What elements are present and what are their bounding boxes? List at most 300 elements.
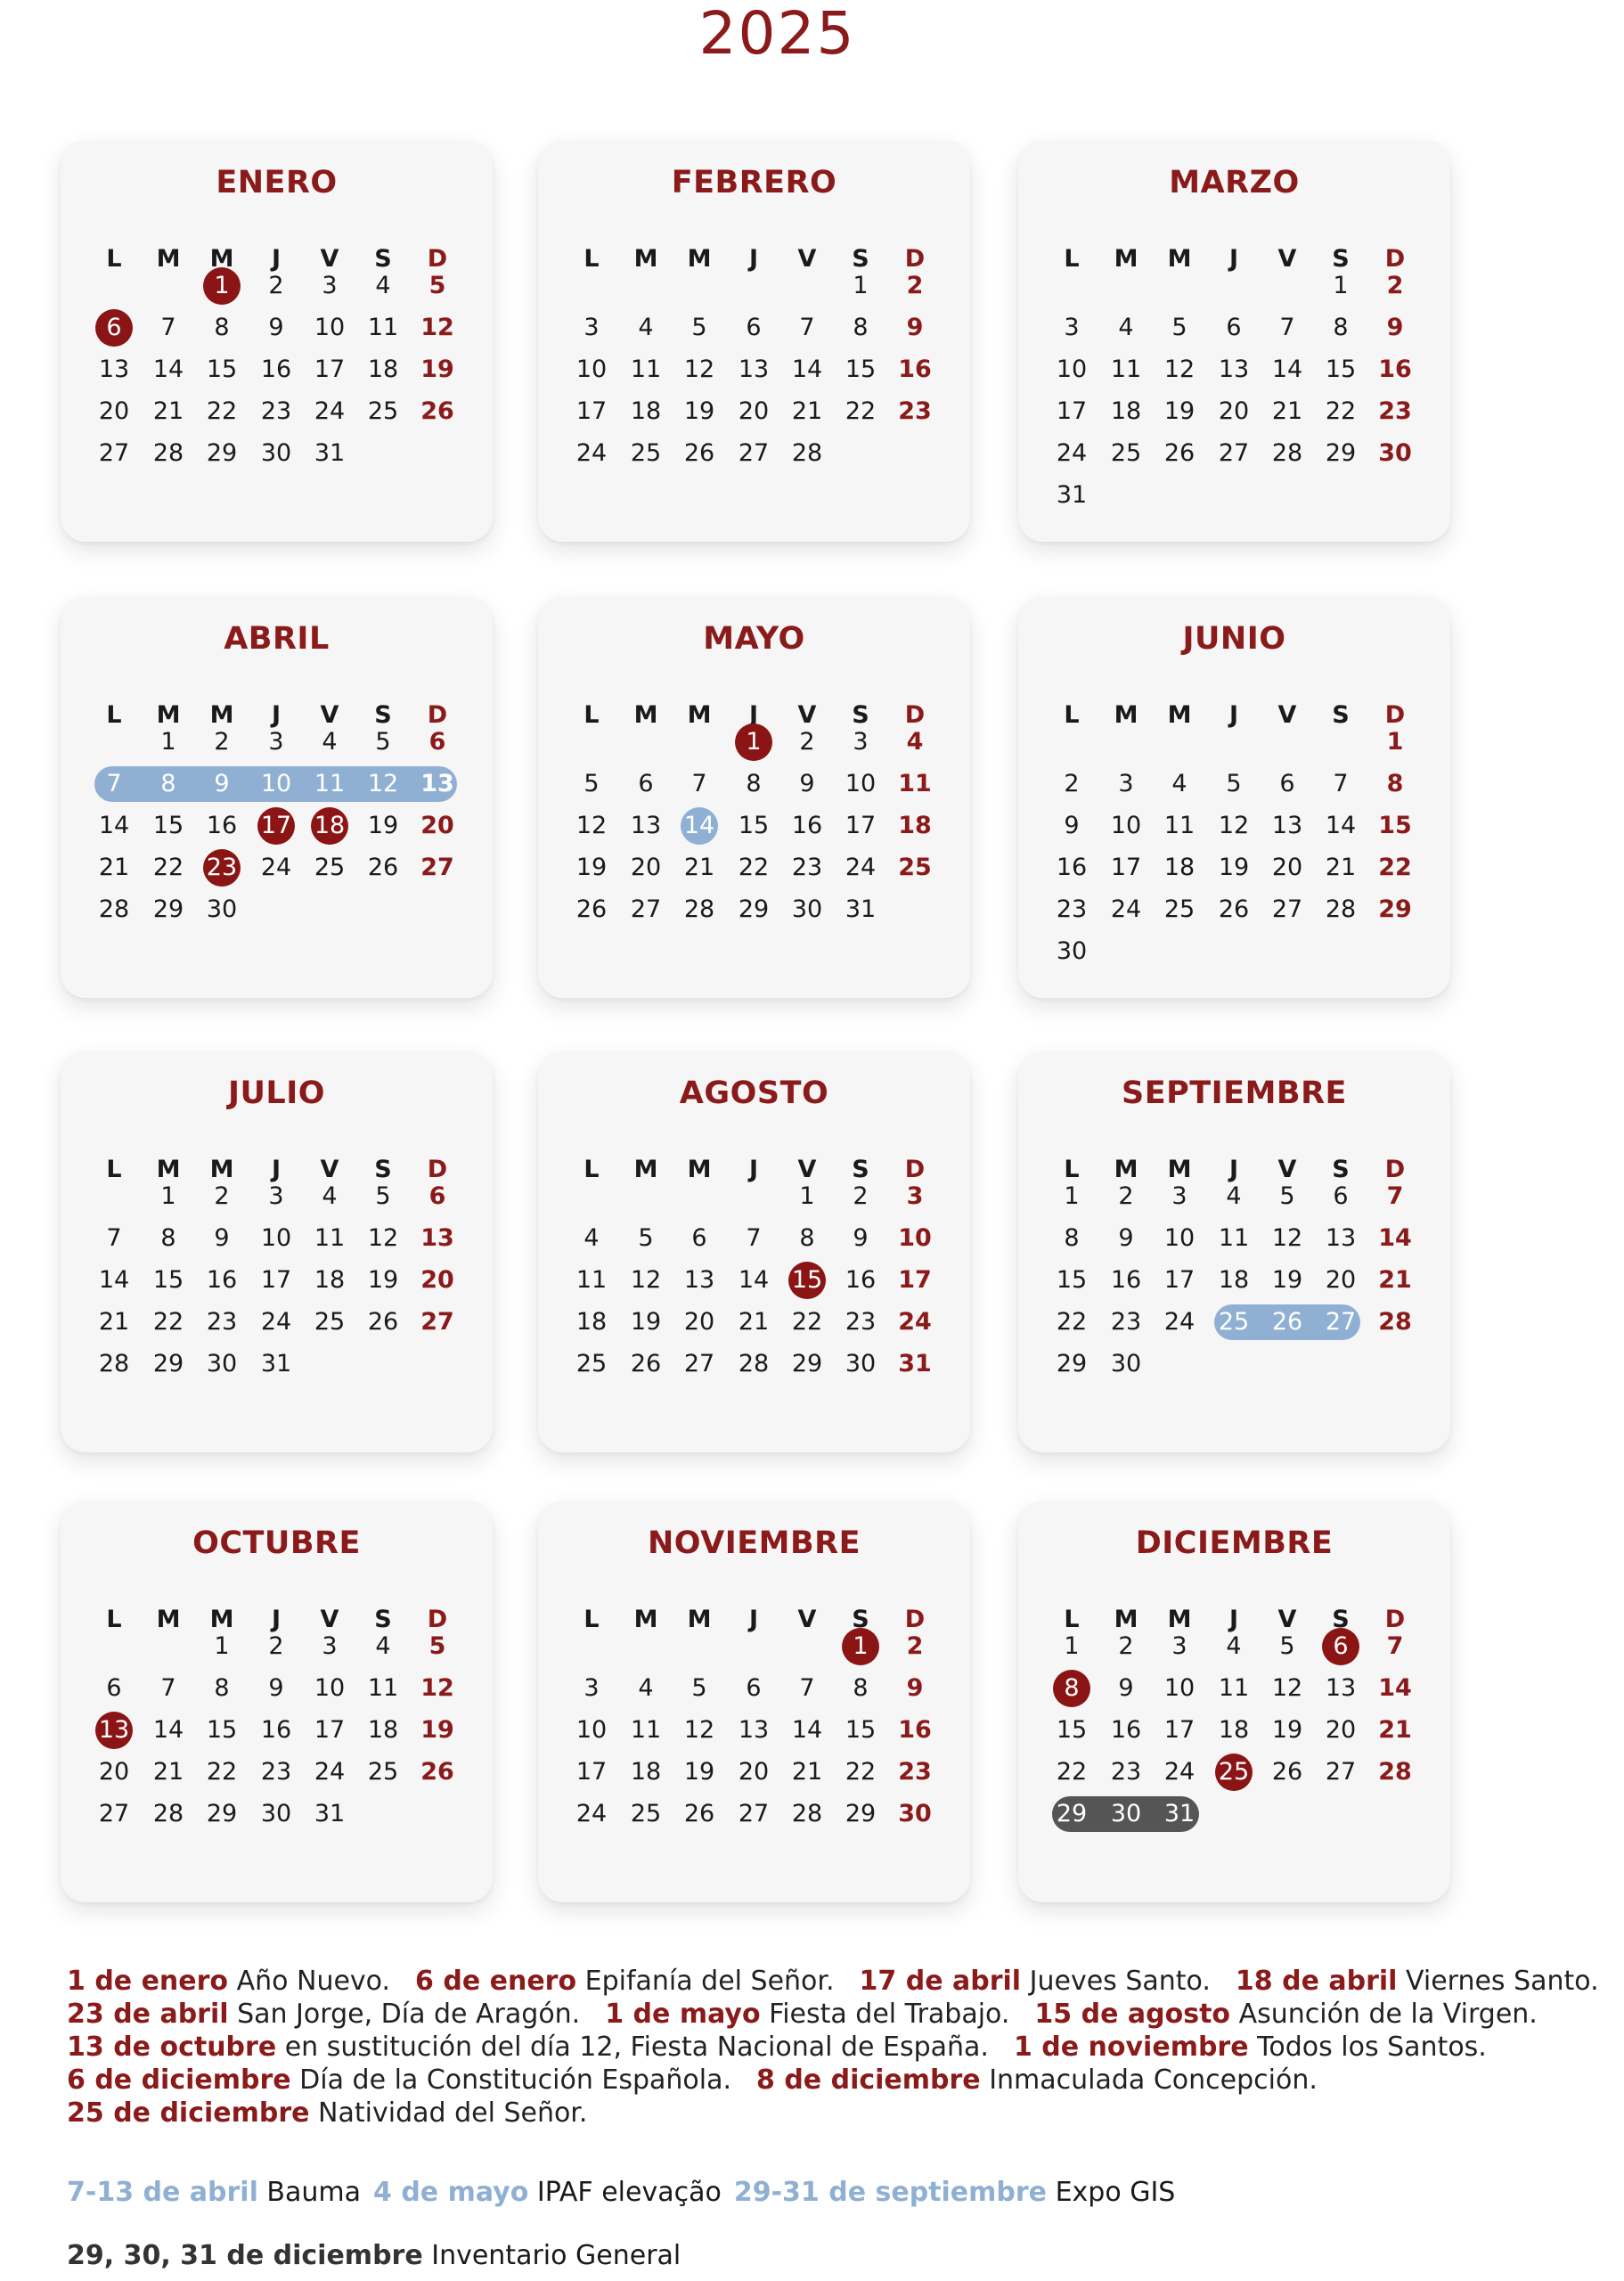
day-cell: 1 <box>1333 272 1349 299</box>
day-cell: 31 <box>1056 481 1088 509</box>
weekday-header: J <box>748 1606 759 1633</box>
legend-item <box>1236 1966 1599 1997</box>
day-cell: 30 <box>206 895 238 923</box>
day-cell: 8 <box>1064 1224 1080 1252</box>
weekday-header: S <box>852 245 869 273</box>
day-cell: 11 <box>575 1266 608 1294</box>
day-cell: 30 <box>1110 1350 1142 1378</box>
day-cell: 10 <box>260 770 292 797</box>
day-cell: 17 <box>249 808 303 844</box>
day-cell: 3 <box>1171 1182 1187 1210</box>
day-cell: 12 <box>1218 812 1250 839</box>
day-cell: 5 <box>375 1182 391 1210</box>
month-card-agosto <box>538 1051 970 1452</box>
day-cell: 17 <box>575 397 608 425</box>
day-cell: 23 <box>260 1758 292 1786</box>
day-cell: 30 <box>206 1350 238 1378</box>
day-cell: 17 <box>314 1716 346 1744</box>
legend-text: Inmaculada Concepción. <box>980 2064 1318 2096</box>
day-cell: 2 <box>906 1632 924 1660</box>
day-cell: 2 <box>1118 1632 1134 1660</box>
day-cell: 18 <box>630 1758 662 1786</box>
day-cell: 26 <box>1218 895 1250 923</box>
day-cell: 12 <box>420 314 454 341</box>
day-cell: 27 <box>1218 439 1250 467</box>
day-cell: 14 <box>1325 812 1357 839</box>
day-cell: 25 <box>1110 439 1142 467</box>
day-cell: 26 <box>1271 1308 1303 1336</box>
day-cell: 8 <box>746 770 762 797</box>
legend-item <box>1034 1999 1537 2030</box>
weekday-header: J <box>1228 701 1239 729</box>
day-cell: 19 <box>420 356 454 383</box>
day-cell: 9 <box>1118 1224 1134 1252</box>
day-cell: 27 <box>98 439 130 467</box>
weekday-header: S <box>1332 1156 1350 1183</box>
day-cell: 21 <box>1271 397 1303 425</box>
day-cell: 23 <box>1378 397 1412 425</box>
day-cell: 17 <box>898 1266 932 1294</box>
weekday-header: S <box>852 1606 869 1633</box>
weekday-header: J <box>748 1156 759 1183</box>
day-cell: 10 <box>314 314 346 341</box>
day-cell: 13 <box>683 1266 715 1294</box>
day-cell: 1 <box>727 724 780 760</box>
weekday-header: L <box>583 701 600 729</box>
month-card-enero <box>61 141 493 542</box>
weekday-header: J <box>1228 1156 1239 1183</box>
day-cell: 20 <box>1218 397 1250 425</box>
day-cell: 25 <box>367 397 399 425</box>
day-cell: 2 <box>853 1182 869 1210</box>
inventory-date: 29, 30, 31 de diciembre <box>67 2240 423 2271</box>
day-cell: 9 <box>268 314 284 341</box>
day-cell: 4 <box>638 1674 654 1702</box>
day-cell: 15 <box>738 812 770 839</box>
day-cell: 27 <box>738 439 770 467</box>
day-cell: 7 <box>1279 314 1295 341</box>
weekday-header: V <box>320 701 339 729</box>
day-cell: 19 <box>683 1758 715 1786</box>
day-cell: 28 <box>98 1350 130 1378</box>
legend-date: 1 de mayo <box>605 1999 761 2030</box>
day-cell: 16 <box>206 1266 238 1294</box>
day-cell: 13 <box>420 1224 454 1252</box>
day-cell: 3 <box>583 1674 600 1702</box>
day-cell: 30 <box>898 1800 932 1827</box>
day-cell: 30 <box>1378 439 1412 467</box>
day-cell: 22 <box>1378 854 1412 881</box>
day-cell: 25 <box>630 1800 662 1827</box>
month-title: ENERO <box>216 165 338 200</box>
day-cell: 22 <box>791 1308 823 1336</box>
day-cell: 18 <box>1218 1716 1250 1744</box>
day-cell: 16 <box>206 812 238 839</box>
weekday-header: M <box>1167 1606 1192 1633</box>
event-date: 4 de mayo <box>373 2177 529 2208</box>
legend-date: 23 de abril <box>67 1999 229 2030</box>
day-cell: 12 <box>683 356 715 383</box>
day-cell: 26 <box>420 397 454 425</box>
month-title: ABRIL <box>224 621 330 657</box>
day-cell: 5 <box>1279 1182 1295 1210</box>
day-cell: 9 <box>853 1224 869 1252</box>
day-cell: 3 <box>1064 314 1080 341</box>
day-cell: 15 <box>206 1716 238 1744</box>
weekday-header: D <box>904 1156 926 1183</box>
day-cell: 5 <box>428 272 446 299</box>
day-cell: 23 <box>260 397 292 425</box>
day-cell: 7 <box>799 314 815 341</box>
day-cell: 23 <box>898 1758 932 1786</box>
day-cell: 22 <box>206 1758 238 1786</box>
day-cell: 20 <box>683 1308 715 1336</box>
weekday-header: S <box>852 1156 869 1183</box>
legend-text: Año Nuevo. <box>228 1966 391 1997</box>
day-cell: 12 <box>367 1224 399 1252</box>
day-cell: 14 <box>98 812 130 839</box>
day-cell: 2 <box>1118 1182 1134 1210</box>
day-cell: 4 <box>1171 770 1187 797</box>
day-cell: 28 <box>791 439 823 467</box>
weekday-header: M <box>156 1156 181 1183</box>
day-cell: 28 <box>1325 895 1357 923</box>
weekday-header: M <box>209 245 234 273</box>
holiday-legend <box>67 1965 1599 2130</box>
day-cell: 25 <box>1163 895 1196 923</box>
day-cell: 6 <box>428 1182 446 1210</box>
day-cell: 3 <box>1171 1632 1187 1660</box>
day-cell: 14 <box>1271 356 1303 383</box>
day-cell: 26 <box>575 895 608 923</box>
day-cell: 2 <box>214 728 230 756</box>
day-cell: 3 <box>322 1632 338 1660</box>
day-cell: 24 <box>260 854 292 881</box>
day-cell: 26 <box>1163 439 1196 467</box>
legend-text: Viernes Santo. <box>1397 1966 1599 1997</box>
day-cell: 13 <box>738 356 770 383</box>
day-cell: 18 <box>898 812 932 839</box>
weekday-header: D <box>427 245 448 273</box>
day-cell: 27 <box>420 854 454 881</box>
day-cell: 28 <box>738 1350 770 1378</box>
legend-line <box>67 2031 1528 2064</box>
day-cell: 13 <box>87 1713 141 1748</box>
day-cell: 23 <box>1056 895 1088 923</box>
month-title: MAYO <box>703 621 805 657</box>
legend-text: Asunción de la Virgen. <box>1230 1999 1538 2030</box>
day-cell: 20 <box>1325 1716 1357 1744</box>
day-cell: 29 <box>206 439 238 467</box>
day-cell: 6 <box>746 1674 762 1702</box>
day-cell: 14 <box>152 356 184 383</box>
day-cell: 4 <box>375 1632 391 1660</box>
weekday-header: J <box>271 1156 282 1183</box>
day-cell: 29 <box>1378 895 1412 923</box>
weekday-header: L <box>1064 1606 1080 1633</box>
weekday-header: L <box>583 1156 600 1183</box>
weekday-header: L <box>583 245 600 273</box>
day-cell: 1 <box>160 728 176 756</box>
day-cell: 3 <box>1118 770 1134 797</box>
weekday-header: S <box>1332 701 1350 729</box>
day-cell: 3 <box>322 272 338 299</box>
day-cell: 21 <box>152 397 184 425</box>
day-cell: 19 <box>367 812 399 839</box>
day-cell: 1 <box>214 1632 230 1660</box>
weekday-header: M <box>1114 245 1138 273</box>
day-cell: 11 <box>1218 1224 1250 1252</box>
day-cell: 29 <box>152 895 184 923</box>
day-cell: 20 <box>98 1758 130 1786</box>
month-title: FEBRERO <box>671 165 837 200</box>
day-cell: 22 <box>1325 397 1357 425</box>
month-card-abril <box>61 597 493 998</box>
day-cell: 23 <box>1110 1758 1142 1786</box>
weekday-header: J <box>1228 1606 1239 1633</box>
day-cell: 14 <box>1378 1224 1412 1252</box>
weekday-header: M <box>633 701 658 729</box>
day-cell: 1 <box>834 1629 887 1664</box>
day-cell: 17 <box>314 356 346 383</box>
day-cell: 5 <box>428 1632 446 1660</box>
day-cell: 19 <box>1271 1716 1303 1744</box>
weekday-header: V <box>1277 245 1297 273</box>
weekday-header: M <box>633 245 658 273</box>
day-cell: 31 <box>898 1350 932 1378</box>
day-cell: 21 <box>98 1308 130 1336</box>
event-text: Expo GIS <box>1047 2177 1176 2208</box>
day-cell: 6 <box>428 728 446 756</box>
day-cell: 9 <box>1064 812 1080 839</box>
weekday-header: V <box>797 1156 817 1183</box>
day-cell: 4 <box>906 728 924 756</box>
day-cell: 7 <box>106 1224 122 1252</box>
weekday-header: J <box>271 1606 282 1633</box>
legend-date: 6 de enero <box>415 1966 577 1997</box>
day-cell: 9 <box>214 1224 230 1252</box>
day-cell: 16 <box>1110 1716 1142 1744</box>
day-cell: 25 <box>1218 1308 1250 1336</box>
weekday-header: L <box>1064 245 1080 273</box>
day-cell: 18 <box>367 1716 399 1744</box>
month-title: MARZO <box>1169 165 1300 200</box>
day-cell: 8 <box>214 314 230 341</box>
day-cell: 7 <box>691 770 707 797</box>
day-cell: 9 <box>1386 314 1404 341</box>
day-cell: 14 <box>791 1716 823 1744</box>
day-cell: 15 <box>1056 1716 1088 1744</box>
day-cell: 30 <box>1056 937 1088 965</box>
day-cell: 12 <box>420 1674 454 1702</box>
day-cell: 6 <box>1279 770 1295 797</box>
day-cell: 3 <box>853 728 869 756</box>
month-card-febrero <box>538 141 970 542</box>
weekday-header: J <box>1228 245 1239 273</box>
legend-date: 17 de abril <box>859 1966 1022 1997</box>
day-cell: 23 <box>898 397 932 425</box>
day-cell: 1 <box>1064 1632 1080 1660</box>
day-cell: 22 <box>845 1758 877 1786</box>
day-cell: 30 <box>1110 1800 1142 1827</box>
weekday-header: L <box>106 701 122 729</box>
legend-item <box>67 1999 580 2030</box>
day-cell: 8 <box>799 1224 815 1252</box>
day-cell: 11 <box>1110 356 1142 383</box>
weekday-header: D <box>1384 701 1406 729</box>
day-cell: 14 <box>98 1266 130 1294</box>
day-cell: 1 <box>160 1182 176 1210</box>
event-date: 7-13 de abril <box>67 2177 258 2208</box>
day-cell: 21 <box>1378 1266 1412 1294</box>
weekday-header: S <box>374 701 392 729</box>
day-cell: 28 <box>1378 1308 1412 1336</box>
day-cell: 6 <box>1226 314 1242 341</box>
day-cell: 2 <box>1386 272 1404 299</box>
month-title: NOVIEMBRE <box>648 1525 861 1561</box>
day-cell: 12 <box>1271 1224 1303 1252</box>
weekday-header: M <box>156 1606 181 1633</box>
event-item <box>373 2177 722 2208</box>
day-cell: 13 <box>630 812 662 839</box>
day-cell: 10 <box>845 770 877 797</box>
day-cell: 9 <box>906 1674 924 1702</box>
weekday-header: M <box>1114 1156 1138 1183</box>
day-cell: 19 <box>1163 397 1196 425</box>
legend-item <box>605 1999 1009 2030</box>
day-cell: 4 <box>375 272 391 299</box>
year-title: 2025 <box>698 0 856 68</box>
day-cell: 20 <box>1325 1266 1357 1294</box>
day-cell: 6 <box>1333 1182 1349 1210</box>
day-cell: 29 <box>206 1800 238 1827</box>
month-title: OCTUBRE <box>192 1525 361 1561</box>
weekday-header: L <box>1064 701 1080 729</box>
day-cell: 24 <box>1163 1308 1196 1336</box>
day-cell: 26 <box>1271 1758 1303 1786</box>
month-card-mayo <box>538 597 970 998</box>
legend-line <box>67 1998 1538 2031</box>
day-cell: 3 <box>906 1182 924 1210</box>
event-item <box>734 2177 1176 2208</box>
day-cell: 5 <box>1279 1632 1295 1660</box>
day-cell: 24 <box>314 397 346 425</box>
day-cell: 21 <box>738 1308 770 1336</box>
day-cell: 18 <box>1110 397 1142 425</box>
day-cell: 17 <box>845 812 877 839</box>
day-cell: 10 <box>314 1674 346 1702</box>
day-cell: 25 <box>367 1758 399 1786</box>
day-cell: 2 <box>799 728 815 756</box>
day-cell: 16 <box>898 356 932 383</box>
legend-date: 13 de octubre <box>67 2032 277 2063</box>
day-cell: 22 <box>206 397 238 425</box>
day-cell: 7 <box>160 314 176 341</box>
weekday-header: M <box>633 1606 658 1633</box>
weekday-header: V <box>1277 1606 1297 1633</box>
weekday-header: D <box>904 701 926 729</box>
day-cell: 28 <box>1271 439 1303 467</box>
weekday-header: S <box>374 245 392 273</box>
day-cell: 27 <box>738 1800 770 1827</box>
day-cell: 7 <box>1386 1182 1404 1210</box>
day-cell: 24 <box>1056 439 1088 467</box>
day-cell: 26 <box>683 439 715 467</box>
day-cell: 22 <box>152 1308 184 1336</box>
day-cell: 26 <box>367 854 399 881</box>
weekday-header: J <box>748 245 759 273</box>
day-cell: 29 <box>1056 1350 1088 1378</box>
day-cell: 23 <box>195 850 249 886</box>
month-card-septiembre <box>1018 1051 1450 1452</box>
day-cell: 10 <box>260 1224 292 1252</box>
weekday-header: D <box>427 1606 448 1633</box>
day-cell: 18 <box>575 1308 608 1336</box>
weekday-header: M <box>1167 245 1192 273</box>
day-cell: 17 <box>1110 854 1142 881</box>
day-cell: 14 <box>791 356 823 383</box>
day-cell: 31 <box>314 439 346 467</box>
weekday-header: M <box>209 701 234 729</box>
day-cell: 15 <box>845 356 877 383</box>
weekday-header: L <box>106 1156 122 1183</box>
weekday-header: V <box>797 701 817 729</box>
legend-date: 15 de agosto <box>1034 1999 1231 2030</box>
legend-text: en sustitución del día 12, Fiesta Nacional de España. <box>276 2032 989 2063</box>
day-cell: 18 <box>1163 854 1196 881</box>
day-cell: 4 <box>638 314 654 341</box>
day-cell: 11 <box>898 770 932 797</box>
day-cell: 18 <box>1218 1266 1250 1294</box>
weekday-header: M <box>156 701 181 729</box>
weekday-header: J <box>271 701 282 729</box>
day-cell: 9 <box>906 314 924 341</box>
day-cell: 10 <box>1056 356 1088 383</box>
weekday-header: D <box>904 245 926 273</box>
weekday-header: V <box>320 1156 339 1183</box>
day-cell: 18 <box>303 808 356 844</box>
month-card-marzo <box>1018 141 1450 542</box>
day-cell: 5 <box>1226 770 1242 797</box>
day-cell: 27 <box>1271 895 1303 923</box>
day-cell: 19 <box>1218 854 1250 881</box>
legend-text: Día de la Constitución Española. <box>290 2064 732 2096</box>
legend-item <box>67 2032 989 2063</box>
day-cell: 8 <box>853 314 869 341</box>
day-cell: 2 <box>268 272 284 299</box>
day-cell: 30 <box>791 895 823 923</box>
day-cell: 29 <box>1056 1800 1088 1827</box>
weekday-header: V <box>797 1606 817 1633</box>
day-cell: 2 <box>214 1182 230 1210</box>
legend-text: Todos los Santos. <box>1248 2032 1487 2063</box>
weekday-header: D <box>427 1156 448 1183</box>
day-cell: 26 <box>630 1350 662 1378</box>
day-cell: 11 <box>1163 812 1196 839</box>
legend-line <box>67 2064 1528 2097</box>
day-cell: 1 <box>1064 1182 1080 1210</box>
day-cell: 6 <box>746 314 762 341</box>
day-cell: 16 <box>260 1716 292 1744</box>
day-cell: 5 <box>1171 314 1187 341</box>
day-cell: 5 <box>583 770 600 797</box>
day-cell: 30 <box>260 439 292 467</box>
weekday-header: M <box>1114 701 1138 729</box>
day-cell: 25 <box>630 439 662 467</box>
day-cell: 17 <box>1056 397 1088 425</box>
day-cell: 24 <box>898 1308 932 1336</box>
day-cell: 20 <box>1271 854 1303 881</box>
